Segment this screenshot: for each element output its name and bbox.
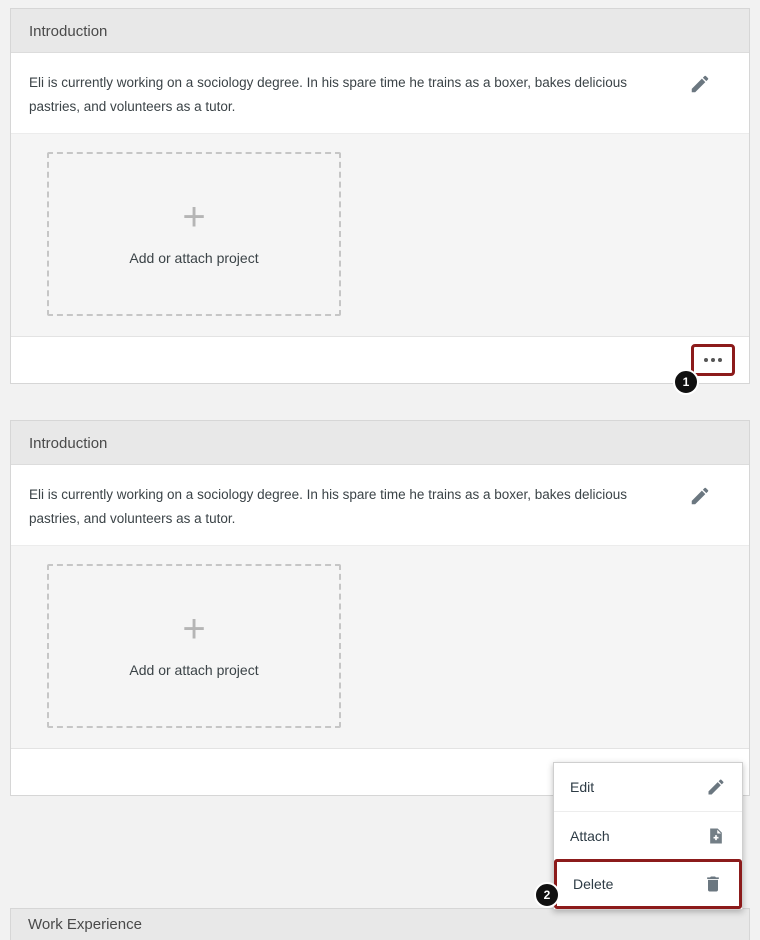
context-menu [553,762,743,910]
menu-item-label: Edit [570,779,595,795]
add-or-attach-project-dropzone[interactable] [47,564,341,728]
menu-item-attach[interactable] [554,811,742,859]
dropzone-label: Add or attach project [129,662,259,678]
pencil-icon[interactable] [689,485,711,507]
highlight-box-kebab [691,344,735,376]
menu-item-label: Delete [573,876,614,892]
work-experience-title: Work Experience [28,916,142,933]
card-footer [11,336,749,383]
pencil-icon[interactable] [689,73,711,95]
menu-item-delete[interactable] [554,859,742,909]
pencil-icon [706,777,726,797]
project-dropzone-area [11,133,749,336]
plus-icon: + [182,195,206,239]
menu-item-label: Attach [570,827,610,844]
card-body [11,53,749,133]
menu-item-edit[interactable] [554,763,742,811]
callout-badge-2: 2 [534,882,560,908]
attach-file-icon [706,826,726,846]
callout-badge-1: 1 [673,369,699,395]
card-title: Introduction [11,9,749,53]
plus-icon: + [182,607,206,651]
dropzone-label: Add or attach project [129,250,259,266]
project-dropzone-area [11,545,749,748]
card-title: Introduction [11,421,749,465]
add-or-attach-project-dropzone[interactable] [47,152,341,316]
introduction-text: Eli is currently working on a sociology degree. In his spare time he trains as a boxer, bakes delicious pastries, and volunteers as a tutor. [29,487,628,526]
card-body [11,465,749,545]
trash-icon [703,874,723,894]
introduction-text: Eli is currently working on a sociology degree. In his spare time he trains as a boxer, bakes delicious pastries, and volunteers as a tutor. [29,75,628,114]
introduction-card-2 [10,420,750,796]
introduction-card-1 [10,8,750,384]
